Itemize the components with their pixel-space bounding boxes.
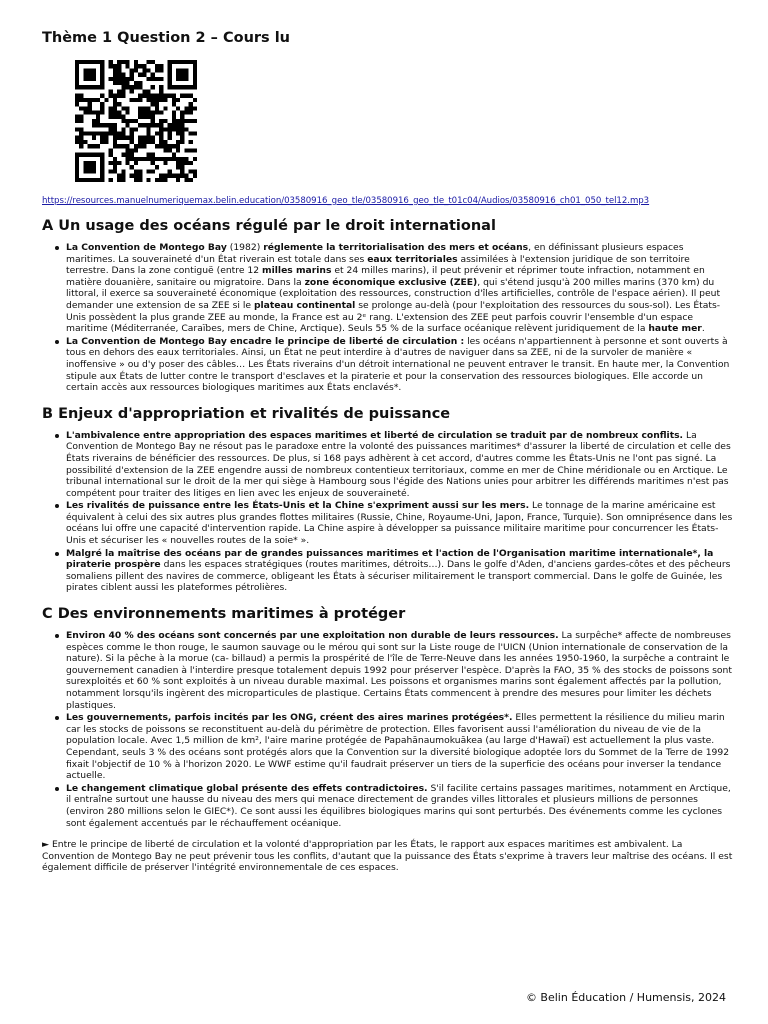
section-list bbox=[42, 242, 734, 394]
text-run: dans les espaces stratégiques (routes maritimes, détroits…). Dans le golfe d'Aden, d'anciens gardes-côtes et des pêcheurs somaliens pillent des navires de commerce, obligeant les États à sécuriser militairement le transport commercial. Dans le golfe de Guinée, les pirates ciblent aussi les plateformes pétrolières. bbox=[66, 559, 731, 594]
conclusion: ► Entre le principe de liberté de circulation et la volonté d'appropriation par les États, le rapport aux espaces maritimes est ambivalent. La Convention de Montego Bay ne peut prévenir tous les conflits, d'autant que la puissance des États s'exprime à travers leur maîtrise des océans. Il est également difficile de préserver l'intégrité environnementale de ces espaces. bbox=[42, 839, 733, 874]
bold-text: Malgré la maîtrise des océans par de grandes puissances maritimes et l'action de l'Organisation maritime internationale*, la piraterie prospère bbox=[66, 547, 714, 571]
section-list bbox=[42, 630, 734, 829]
bold-text: Les rivalités de puissance entre les États-Unis et la Chine s'expriment aussi sur les mers. bbox=[66, 500, 530, 512]
sections bbox=[42, 218, 734, 829]
text-run: . bbox=[701, 323, 705, 335]
page-title: Thème 1 Question 2 – Cours lu bbox=[42, 30, 291, 46]
bold-text: La Convention de Montego Bay bbox=[66, 242, 227, 253]
section-a bbox=[42, 218, 734, 394]
text-run: Le tonnage de la marine américaine est équivalent à celui des six autres plus grandes flottes militaires (Russie, Chine, Royaume-Uni, Japon, France, Turquie). Son omniprésence dans les océans lui offre une capacité d'intervention rapide. La Chine aspire à développer sa puissance militaire maritime pour concurrencer les États-Unis et sécuriser les « nouvelles routes de la soie* ». bbox=[66, 500, 733, 547]
list-item bbox=[66, 548, 734, 594]
list-item bbox=[66, 500, 734, 546]
section-list bbox=[42, 430, 734, 594]
bold-text: réglemente la territorialisation des mers et océans bbox=[263, 242, 529, 253]
text-run: , en définissant plusieurs espaces maritimes. La souveraineté d'un État riverain est totale dans ses bbox=[66, 242, 684, 265]
list-item bbox=[66, 430, 734, 500]
text-run: Elles permettent la résilience du milieu marin car les stocks de poissons se reconstituent au-delà du périmètre de protection. Elles favorisent aussi l'amélioration du niveau de vie de la population locale. Avec 1,5 million de km², l'aire marine protégée de Papahānaumokuākea (au large d'Hawaï) est actuellement la plus vaste. Cependant, seuls 3 % des océans sont protégés alors que la Convention sur la diversité biologique adoptée lors du Sommet de la Terre de 1992 fixait l'objectif de 10 % à l'horizon 2020. Le WWF estime qu'il faudrait préserver un tiers de la superficie des océans pour inverser la tendance actuelle. bbox=[66, 712, 730, 782]
list-item bbox=[66, 242, 734, 335]
text-run: les océans n'appartiennent à personne et sont ouverts à tous en dehors des eaux territoriales. Ainsi, un État ne peut interdire à d'autres de naviguer dans sa ZEE, ni de la survoler de manière « inoffensive » ou d'y poser des câbles… Les États riverains d'un détroit international ne peuvent entraver le transit. En haute mer, la Convention stipule aux États de lutter contre le transport d'esclaves et la piraterie et pour la conservation des ressources biologiques. Elle accorde un certain accès aux ressources biologiques maritimes aux États enclavés*. bbox=[66, 335, 730, 394]
text-run: assimilées à l'extension juridique de son territoire terrestre. Dans la zone contiguë (entre 12 bbox=[66, 253, 690, 277]
section-b bbox=[42, 406, 734, 594]
section-c bbox=[42, 606, 734, 829]
section-heading: C Des environnements maritimes à protéger bbox=[42, 606, 406, 623]
qr-code-graphic bbox=[75, 60, 197, 182]
list-item bbox=[66, 336, 734, 394]
bold-text: L'ambivalence entre appropriation des espaces maritimes et liberté de circulation se traduit par de nombreux conflits. bbox=[66, 429, 684, 441]
text-run: La Convention de Montego Bay ne résout pas le paradoxe entre la volonté des puissances maritimes* d'assurer la liberté de circulation et celle des États riverains de bénéficier des ressources. De plus, si 168 pays adhèrent à cet accord, d'autres comme les États-Unis ne l'ont pas signé. La possibilité d'extension de la ZEE engendre aussi de nombreux contentieux territoriaux, comme en mer de Chine méridionale ou en Arctique. Le tribunal international sur le droit de la mer qui siège à Hambourg sous l'égide des Nations unies pour arbitrer les différends maritimes n'est pas compétent pour traiter des litiges en lien avec les enjeux de souveraineté. bbox=[66, 429, 731, 499]
text-run: , qui s'étend jusqu'à 200 milles marins (370 km) du littoral, il exerce sa souveraineté économique (exploitation des ressources, construction d'îles artificielles, contrôle de l'espace aérien). Il peut demander une extension de sa ZEE si le bbox=[66, 276, 721, 311]
bold-text: Les gouvernements, parfois incités par les ONG, créent des aires marines protégées*. bbox=[66, 712, 513, 724]
bold-text: zone économique exclusive (ZEE) bbox=[304, 276, 478, 288]
text-run: se prolonge au-delà (pour l'exploitation des ressources du sous-sol). Les États-Unis possèdent la plus grande ZEE au monde, la France est au 2ᵉ rang. L'extension des ZEE peut parfois couvrir l'ensemble d'un espace maritime (Méditerranée, Caraïbes, mers de Chine, Arctique). Seuls 55 % de la surface océanique relèvent juridiquement de la bbox=[66, 299, 721, 335]
list-item bbox=[66, 783, 734, 829]
text-run: (1982) bbox=[226, 242, 264, 253]
copyright-footer: © Belin Éducation / Humensis, 2024 bbox=[525, 991, 726, 1004]
bold-text: eaux territoriales bbox=[367, 253, 458, 265]
bold-text: milles marins bbox=[262, 265, 332, 277]
section-heading: A Un usage des océans régulé par le droit international bbox=[42, 218, 496, 234]
audio-link[interactable]: https://resources.manuelnumeriquemax.belin.education/03580916_geo_tle/03580916_geo_tle_t01c04/Audios/03580916_ch01_050_tel12.mp3 bbox=[42, 196, 650, 206]
section-heading: B Enjeux d'appropriation et rivalités de puissance bbox=[42, 405, 451, 422]
bold-text: La Convention de Montego Bay encadre le principe de liberté de circulation : bbox=[66, 335, 465, 347]
text-run: et 24 milles marins), il peut prévenir et réprimer toute infraction, notamment en matière douanière, sanitaire ou migratoire. Dans la bbox=[66, 265, 705, 288]
text-run: La surpêche* affecte de nombreuses espèces comme le thon rouge, le saumon sauvage ou le mérou qui sont sur la Liste rouge de l'UICN (Union internationale de conservation de la nature). Si la pêche à la morue (ca- billaud) a permis la prospérité de l'île de Terre-Neuve dans les années 1950-1960, la surpêche a contraint le gouvernement canadien à l'interdire presque totalement depuis 1992 pour préserver l'espèce. D'après la FAO, 35 % des stocks de poissons sont surexploités et 60 % sont exploités à un niveau durable maximal. Les poissons et organismes marins sont également affectés par la pollution, notamment lorsqu'ils ingèrent des microparticules de plastique. Certains États commencent à prendre des mesures pour limiter les déchets plastiques. bbox=[66, 630, 732, 711]
list-item bbox=[66, 712, 734, 782]
document bbox=[42, 30, 734, 883]
bold-text: Environ 40 % des océans sont concernés par une exploitation non durable de leurs ressources. bbox=[66, 630, 559, 642]
text-run: S'il facilite certains passages maritimes, notamment en Arctique, il entraîne surtout une hausse du niveau des mers qui menace directement de grandes villes littorales et plusieurs millions de personnes (environ 280 millions selon le GIEC*). Ce sont aussi les équilibres biologiques marins qui sont perturbés. Des événements comme les cyclones sont également accentués par le réchauffement océanique. bbox=[66, 782, 731, 829]
list-item bbox=[66, 630, 734, 711]
bold-text: Le changement climatique global présente des effets contradictoires. bbox=[66, 782, 428, 794]
qr-code-icon bbox=[75, 60, 197, 182]
bold-text: haute mer bbox=[648, 323, 702, 335]
bold-text: plateau continental bbox=[253, 299, 356, 311]
